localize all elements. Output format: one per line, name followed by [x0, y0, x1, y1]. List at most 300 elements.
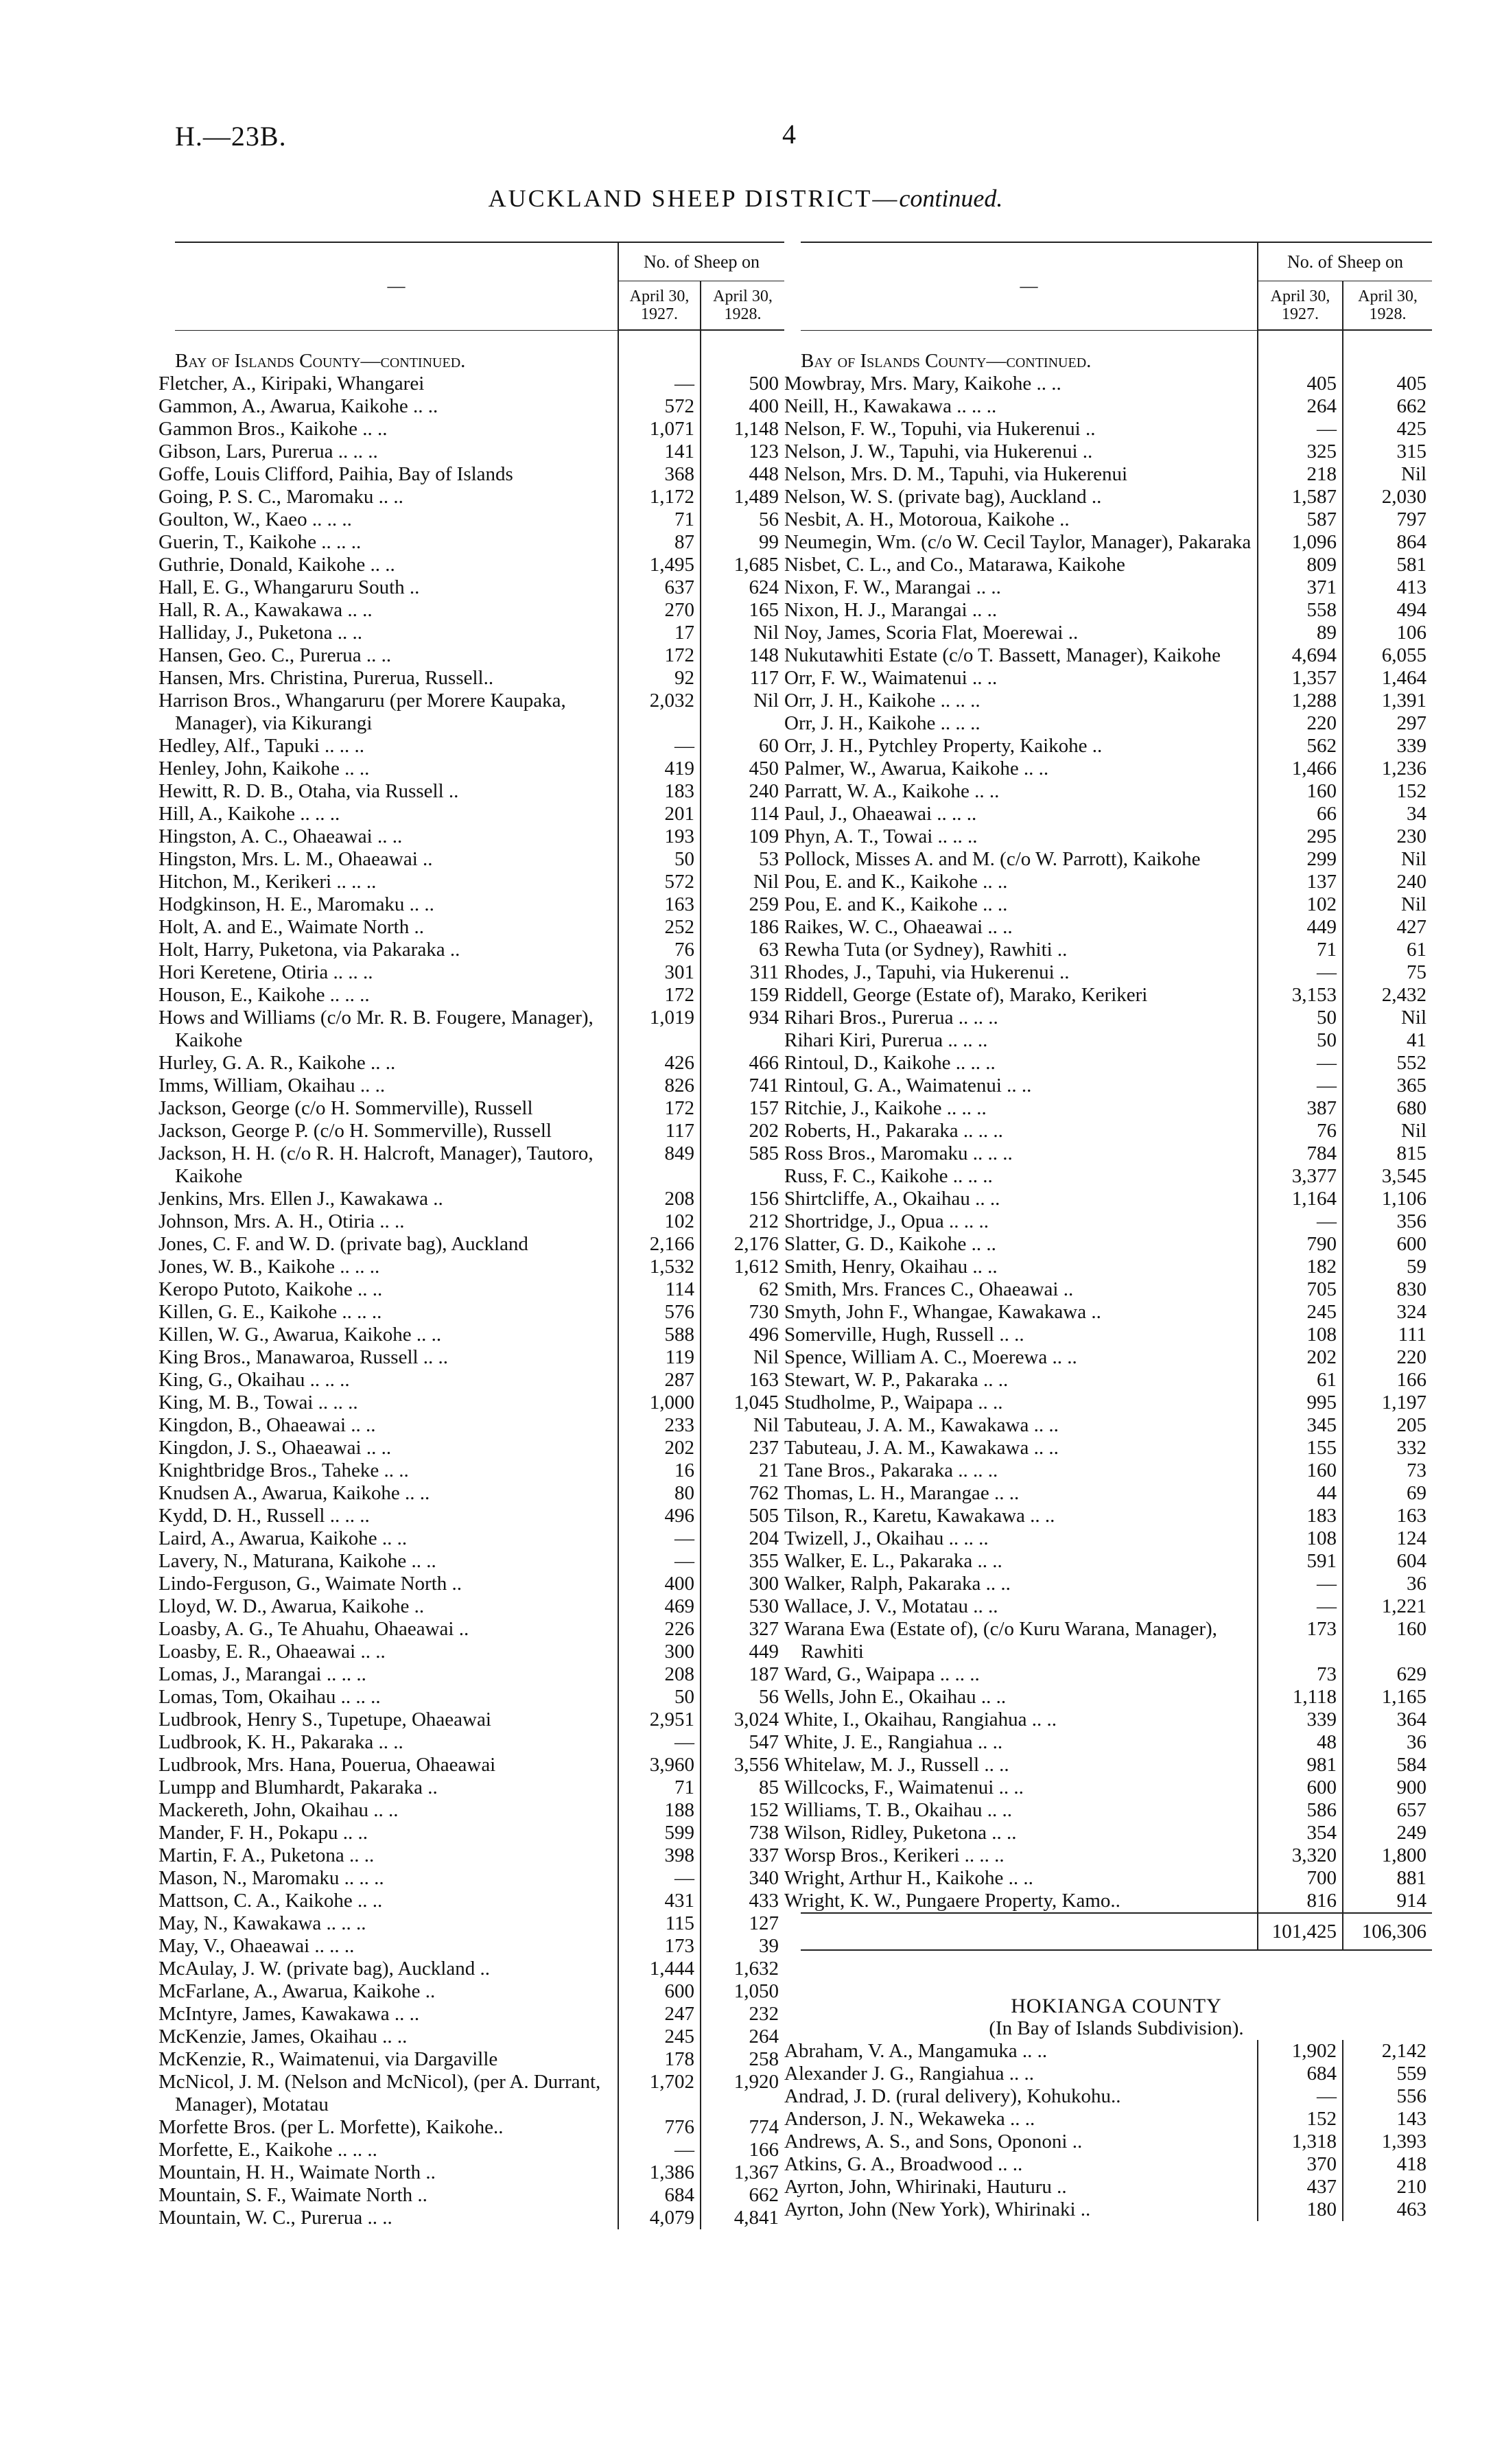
sheep-1927: — [618, 1527, 701, 1550]
sheep-1928: 365 [1343, 1075, 1432, 1097]
sheep-1928: Nil [1343, 463, 1432, 486]
sheep-1927: — [618, 373, 701, 395]
table-row [175, 1663, 784, 1686]
right-column [784, 242, 1432, 2221]
table-row [801, 1618, 1432, 1663]
entry-name: Rewha Tuta (or Sydney), Rawhiti .. [784, 938, 1068, 961]
sheep-1927: 155 [1258, 1437, 1343, 1459]
entry-name: Raikes, W. C., Ohaeawai .. .. [784, 915, 1013, 938]
sheep-1927: 588 [618, 1324, 701, 1346]
sheep-1928: 1,045 [701, 1392, 784, 1414]
table-row [175, 2071, 784, 2116]
sheep-1928: 364 [1343, 1709, 1432, 1731]
table-row [175, 1822, 784, 1844]
table-row [175, 1210, 784, 1233]
sheep-1927: 995 [1258, 1392, 1343, 1414]
sheep-1928: 166 [701, 2139, 784, 2161]
entry-name: Gammon Bros., Kaikohe .. .. [159, 417, 388, 440]
sheep-1927: 50 [618, 848, 701, 871]
sheep-1927: 354 [1258, 1822, 1343, 1844]
sheep-1927: 233 [618, 1414, 701, 1437]
sheep-1928: 604 [1343, 1550, 1432, 1573]
table-row [801, 1256, 1432, 1278]
sheep-1927: 1,096 [1258, 531, 1343, 554]
entry-name: King, M. B., Towai .. .. .. [159, 1391, 358, 1413]
sheep-1927: 1,172 [618, 486, 701, 508]
sheep-1927: 562 [1258, 735, 1343, 758]
table-row [801, 622, 1432, 644]
sheep-1927: 48 [1258, 1731, 1343, 1754]
sheep-1927: 76 [1258, 1120, 1343, 1142]
entry-name: Loasby, E. R., Ohaeawai .. .. [159, 1640, 386, 1663]
entry-name: Lomas, Tom, Okaihau .. .. .. [159, 1685, 381, 1708]
table-row [801, 735, 1432, 758]
table-row [801, 1188, 1432, 1210]
sheep-1928: 21 [701, 1459, 784, 1482]
sheep-1928: 1,489 [701, 486, 784, 508]
sheep-1927: 188 [618, 1799, 701, 1822]
table-row [175, 1459, 784, 1482]
sheep-1927: 71 [618, 1776, 701, 1799]
entry-name: Nesbit, A. H., Motoroua, Kaikohe .. [784, 508, 1070, 530]
entry-name: Ritchie, J., Kaikohe .. .. .. [784, 1096, 987, 1119]
entry-name: Jones, C. F. and W. D. (private bag), Auckland [159, 1232, 528, 1255]
sheep-1928: 3,556 [701, 1754, 784, 1776]
sheep-1928: 1,632 [701, 1958, 784, 1980]
sheep-1927: 1,357 [1258, 667, 1343, 690]
sheep-1927: 2,032 [618, 690, 701, 735]
entry-name: Hewitt, R. D. B., Otaha, via Russell .. [159, 779, 459, 802]
table-row [801, 373, 1432, 395]
sheep-1928: 450 [701, 758, 784, 780]
sheep-1927: 449 [1258, 916, 1343, 939]
entry-name: Orr, J. H., Kaikohe .. .. .. [784, 712, 981, 734]
entry-name: Gibson, Lars, Purerua .. .. .. [159, 440, 378, 462]
sheep-1928: 117 [701, 667, 784, 690]
sheep-1927: 784 [1258, 1142, 1343, 1165]
entry-name: McKenzie, James, Okaihau .. .. [159, 2025, 408, 2048]
sheep-1927: 201 [618, 803, 701, 825]
table-row [801, 2063, 1432, 2085]
sheep-1927: 368 [618, 463, 701, 486]
sheep-1927: 1,902 [1258, 2040, 1343, 2063]
sheep-1927: 50 [1258, 1029, 1343, 1052]
entry-name: Hall, R. A., Kawakawa .. .. [159, 598, 373, 621]
sheep-1927: 1,587 [1258, 486, 1343, 508]
sheep-1928: 1,221 [1343, 1595, 1432, 1618]
page-title [0, 184, 1491, 213]
sheep-1928: 124 [1343, 1527, 1432, 1550]
sheep-1927: — [1258, 1595, 1343, 1618]
sheep-1928: 864 [1343, 531, 1432, 554]
sheep-1927: 172 [618, 1097, 701, 1120]
table-row [801, 1550, 1432, 1573]
sheep-1927: 102 [1258, 893, 1343, 916]
sheep-1928: 186 [701, 916, 784, 939]
entry-name: Worsp Bros., Kerikeri .. .. .. [784, 1844, 1005, 1866]
entry-name: McKenzie, R., Waimatenui, via Dargaville [159, 2048, 498, 2070]
entry-name: Lavery, N., Maturana, Kaikohe .. .. [159, 1549, 436, 1572]
table-row [801, 486, 1432, 508]
sheep-1927: 180 [1258, 2198, 1343, 2221]
sheep-1927: 572 [618, 871, 701, 893]
sheep-1927: 295 [1258, 825, 1343, 848]
entry-name: May, N., Kawakawa .. .. .. [159, 1912, 366, 1934]
sheep-1927: 44 [1258, 1482, 1343, 1505]
table-row [175, 803, 784, 825]
sheep-1928: 73 [1343, 1459, 1432, 1482]
table-row [801, 1822, 1432, 1844]
sheep-1928: 2,142 [1343, 2040, 1432, 2063]
sheep-1927: 163 [618, 893, 701, 916]
sheep-1927: 108 [1258, 1527, 1343, 1550]
entry-name: Henley, John, Kaikohe .. .. [159, 757, 370, 779]
entry-name: Knightbridge Bros., Taheke .. .. [159, 1459, 409, 1481]
sheep-1928: Nil [1343, 1120, 1432, 1142]
sheep-1928: 1,393 [1343, 2131, 1432, 2153]
sheep-1928: 202 [701, 1120, 784, 1142]
sheep-1927: — [618, 2139, 701, 2161]
entry-name: Guerin, T., Kaikohe .. .. .. [159, 530, 362, 553]
sheep-1927: 370 [1258, 2153, 1343, 2176]
entry-name: Wallace, J. V., Motatau .. .. [784, 1595, 998, 1617]
sheep-1928: 1,148 [701, 418, 784, 441]
table-row [175, 2048, 784, 2071]
table-row [175, 825, 784, 848]
sheep-1928: 629 [1343, 1663, 1432, 1686]
sheep-1928: 662 [701, 2184, 784, 2207]
sheep-1928: 159 [701, 984, 784, 1007]
entry-name: Mander, F. H., Pokapu .. .. [159, 1821, 368, 1844]
table-row [175, 1097, 784, 1120]
entry-name: Mowbray, Mrs. Mary, Kaikohe .. .. [784, 372, 1061, 395]
entry-name: McNicol, J. M. (Nelson and McNicol), (per A. Durrant, Manager), Motatau [159, 2070, 601, 2115]
table-row [175, 622, 784, 644]
sheep-1928: 160 [1343, 1618, 1432, 1663]
table-row [801, 825, 1432, 848]
sheep-1928: 657 [1343, 1799, 1432, 1822]
sheep-1928: 585 [701, 1142, 784, 1188]
table-row [175, 1595, 784, 1618]
sheep-1928: 240 [1343, 871, 1432, 893]
table-row [175, 599, 784, 622]
total-1928: 106,306 [1343, 1913, 1432, 1950]
sheep-1928: 148 [701, 644, 784, 667]
entry-name: Ludbrook, Henry S., Tupetupe, Ohaeawai [159, 1708, 491, 1730]
sheep-1928: 449 [701, 1641, 784, 1663]
entry-name: McFarlane, A., Awarua, Kaikohe .. [159, 1980, 436, 2002]
entry-name: Orr, J. H., Kaikohe .. .. .. [784, 689, 981, 712]
table-row [801, 531, 1432, 554]
sheep-1927: 3,377 [1258, 1165, 1343, 1188]
entry-name: Smyth, John F., Whangae, Kawakawa .. [784, 1300, 1101, 1323]
entry-name: Studholme, P., Waipapa .. .. [784, 1391, 1003, 1413]
table-row [175, 1527, 784, 1550]
entry-name: Jackson, H. H. (c/o R. H. Halcroft, Manager), Tautoro, Kaikohe [159, 1142, 594, 1187]
table-row [175, 939, 784, 961]
col-1928-header: April 30, 1928. [1343, 281, 1432, 331]
sheep-1928: 581 [1343, 554, 1432, 576]
sheep-1927: — [1258, 1210, 1343, 1233]
entry-name: Palmer, W., Awarua, Kaikohe .. .. [784, 757, 1049, 779]
entry-name: Roberts, H., Pakaraka .. .. .. [784, 1119, 1003, 1142]
table-row [801, 1324, 1432, 1346]
table-row [801, 2131, 1432, 2153]
sheep-group-header: No. of Sheep on [1258, 242, 1432, 281]
table-row [801, 554, 1432, 576]
entry-name: Rintoul, D., Kaikohe .. .. .. [784, 1051, 996, 1074]
sheep-1927: — [618, 1867, 701, 1890]
sheep-1928: 762 [701, 1482, 784, 1505]
table-row [801, 1369, 1432, 1392]
table-row [175, 1346, 784, 1369]
sheep-1928: 123 [701, 441, 784, 463]
sheep-1927: 152 [1258, 2108, 1343, 2131]
table-row [801, 803, 1432, 825]
sheep-1928: 220 [1343, 1346, 1432, 1369]
sheep-1927: 684 [618, 2184, 701, 2207]
sheep-1928: 111 [1343, 1324, 1432, 1346]
table-row [801, 1527, 1432, 1550]
table-row [801, 2108, 1432, 2131]
sheep-1927: 92 [618, 667, 701, 690]
sheep-1927: — [1258, 1573, 1343, 1595]
table-row [175, 1369, 784, 1392]
table-row [175, 1482, 784, 1505]
sheep-1927: 172 [618, 984, 701, 1007]
sheep-1928: 85 [701, 1776, 784, 1799]
sheep-1927: 299 [1258, 848, 1343, 871]
sheep-1927: 345 [1258, 1414, 1343, 1437]
sheep-1927: 1,288 [1258, 690, 1343, 712]
entry-name: Morfette Bros. (per L. Morfette), Kaikohe.. [159, 2115, 504, 2138]
table-row [175, 395, 784, 418]
table-row [175, 871, 784, 893]
entry-name: Hitchon, M., Kerikeri .. .. .. [159, 870, 377, 893]
sheep-1927: 173 [618, 1935, 701, 1958]
table-row [801, 1165, 1432, 1188]
sheep-1927: 572 [618, 395, 701, 418]
col-1927-header: April 30, 1927. [1258, 281, 1343, 331]
sheep-1927: 2,166 [618, 1233, 701, 1256]
table-row [175, 2026, 784, 2048]
sheep-1927: 102 [618, 1210, 701, 1233]
sheep-1928: 881 [1343, 1867, 1432, 1890]
entry-name: Whitelaw, M. J., Russell .. .. [784, 1753, 1009, 1776]
sheep-1928: 163 [701, 1369, 784, 1392]
table-row [801, 463, 1432, 486]
sheep-1928: 332 [1343, 1437, 1432, 1459]
entry-name: Orr, J. H., Pytchley Property, Kaikohe .. [784, 734, 1103, 757]
table-row [175, 1731, 784, 1754]
sheep-1928: 559 [1343, 2063, 1432, 2085]
sheep-1928: 163 [1343, 1505, 1432, 1527]
entry-name: King, G., Okaihau .. .. .. [159, 1368, 350, 1391]
entry-name: Knudsen A., Awarua, Kaikohe .. .. [159, 1481, 430, 1504]
table-row [801, 1709, 1432, 1731]
sheep-1928: 662 [1343, 395, 1432, 418]
entry-name: White, I., Okaihau, Rangiahua .. .. [784, 1708, 1057, 1730]
sheep-1928: 2,432 [1343, 984, 1432, 1007]
sheep-1927: 4,694 [1258, 644, 1343, 667]
table-row [175, 1776, 784, 1799]
entry-name: Thomas, L. H., Marangae .. .. [784, 1481, 1020, 1504]
section-heading: Bay of Islands County—continued. [175, 349, 466, 372]
entry-name: Shortridge, J., Opua .. .. .. [784, 1210, 989, 1232]
sheep-1927: 160 [1258, 1459, 1343, 1482]
table-row [175, 1007, 784, 1052]
sheep-1928: 75 [1343, 961, 1432, 984]
sheep-1928: 165 [701, 599, 784, 622]
table-row [175, 848, 784, 871]
sheep-1928: 259 [701, 893, 784, 916]
table-row [801, 599, 1432, 622]
sheep-1928: 240 [701, 780, 784, 803]
sheep-1927: 1,495 [618, 554, 701, 576]
entry-name: Holt, A. and E., Waimate North .. [159, 915, 424, 938]
sheep-1927: 705 [1258, 1278, 1343, 1301]
table-row [801, 1844, 1432, 1867]
table-row [801, 984, 1432, 1007]
sheep-1928: 6,055 [1343, 644, 1432, 667]
sheep-1928: 1,800 [1343, 1844, 1432, 1867]
entry-name: Slatter, G. D., Kaikohe .. .. [784, 1232, 996, 1255]
sheep-1927: 431 [618, 1890, 701, 1912]
entry-name: Pou, E. and K., Kaikohe .. .. [784, 870, 1008, 893]
entry-name: Rintoul, G. A., Waimatenui .. .. [784, 1074, 1032, 1096]
sheep-1927: 252 [618, 916, 701, 939]
table-row [801, 1278, 1432, 1301]
entry-name: Williams, T. B., Okaihau .. .. [784, 1798, 1013, 1821]
entry-name: Orr, F. W., Waimatenui .. .. [784, 666, 998, 689]
sheep-1927: 183 [618, 780, 701, 803]
table-row [801, 1029, 1432, 1052]
table-row [801, 690, 1432, 712]
table-row [801, 1890, 1432, 1913]
table-row [175, 463, 784, 486]
sheep-1927: 114 [618, 1278, 701, 1301]
section-heading: Bay of Islands County—continued. [801, 349, 1092, 372]
table-row [175, 1142, 784, 1188]
entry-name: Atkins, G. A., Broadwood .. .. [784, 2152, 1023, 2175]
entry-name: Goulton, W., Kaeo .. .. .. [159, 508, 352, 530]
entry-name: Tabuteau, J. A. M., Kawakawa .. .. [784, 1413, 1059, 1436]
entry-name: Hori Keretene, Otiria .. .. .. [159, 961, 373, 983]
sheep-1927: — [618, 735, 701, 758]
sheep-1927: 160 [1258, 780, 1343, 803]
entry-name: McIntyre, James, Kawakawa .. .. [159, 2002, 420, 2025]
entry-name: Lomas, J., Marangai .. .. .. [159, 1663, 366, 1685]
entry-name: Noy, James, Scoria Flat, Moerewai .. [784, 621, 1079, 644]
table-row [175, 1573, 784, 1595]
entry-name: Goffe, Louis Clifford, Paihia, Bay of Islands [159, 462, 513, 485]
entry-name: Hedley, Alf., Tapuki .. .. .. [159, 734, 365, 757]
entry-name: Somerville, Hugh, Russell .. .. [784, 1323, 1024, 1346]
sheep-1928: 2,176 [701, 1233, 784, 1256]
sheep-1927: 816 [1258, 1890, 1343, 1913]
table-row [175, 1844, 784, 1867]
total-1927: 101,425 [1258, 1913, 1343, 1950]
sheep-1928: 152 [1343, 780, 1432, 803]
table-row [801, 848, 1432, 871]
sheep-1928: 3,545 [1343, 1165, 1432, 1188]
sheep-1928: 1,197 [1343, 1392, 1432, 1414]
entry-name: Alexander J. G., Rangiahua .. .. [784, 2062, 1035, 2085]
table-row [175, 1641, 784, 1663]
sheep-1927: 301 [618, 961, 701, 984]
sheep-1927: 398 [618, 1844, 701, 1867]
table-row [175, 531, 784, 554]
sheep-1928: 448 [701, 463, 784, 486]
table-row [801, 712, 1432, 735]
sheep-1927: 637 [618, 576, 701, 599]
entry-name: Tabuteau, J. A. M., Kawakawa .. .. [784, 1436, 1059, 1459]
table-row [175, 1188, 784, 1210]
title-text: AUCKLAND SHEEP DISTRICT— [488, 185, 900, 212]
entry-name: Ross Bros., Maromaku .. .. .. [784, 1142, 1013, 1164]
table-row [801, 939, 1432, 961]
entry-name: Ludbrook, K. H., Pakaraka .. .. [159, 1730, 403, 1753]
sheep-1928: Nil [701, 871, 784, 893]
sheep-1927: 3,153 [1258, 984, 1343, 1007]
right-sheep-table [784, 242, 1432, 2221]
entry-name: Nelson, J. W., Tapuhi, via Hukerenui .. [784, 440, 1093, 462]
entry-name: Nelson, F. W., Topuhi, via Hukerenui .. [784, 417, 1096, 440]
table-row [801, 1595, 1432, 1618]
table-row [175, 1120, 784, 1142]
sheep-1928: 2,030 [1343, 486, 1432, 508]
entry-name: Wright, Arthur H., Kaikohe .. .. [784, 1866, 1033, 1889]
table-row [175, 441, 784, 463]
entry-name: Walker, Ralph, Pakaraka .. .. [784, 1572, 1011, 1595]
sheep-1928: 61 [1343, 939, 1432, 961]
sheep-1928: 204 [701, 1527, 784, 1550]
sheep-1928: 337 [701, 1844, 784, 1867]
table-row [801, 2176, 1432, 2198]
table-row [801, 1437, 1432, 1459]
sheep-1928: 1,612 [701, 1256, 784, 1278]
sheep-1927: 586 [1258, 1799, 1343, 1822]
sheep-1927: 387 [1258, 1097, 1343, 1120]
sheep-1927: 245 [1258, 1301, 1343, 1324]
entry-name: Hingston, Mrs. L. M., Ohaeawai .. [159, 847, 433, 870]
sheep-1927: 790 [1258, 1233, 1343, 1256]
sheep-1927: — [618, 1550, 701, 1573]
entry-name: Hurley, G. A. R., Kaikohe .. .. [159, 1051, 396, 1074]
col-1927-header: April 30, 1927. [618, 281, 701, 331]
table-row [175, 1256, 784, 1278]
table-row [801, 1233, 1432, 1256]
sheep-1927: 849 [618, 1142, 701, 1188]
table-row [175, 780, 784, 803]
table-row [175, 1052, 784, 1075]
sheep-1927: 400 [618, 1573, 701, 1595]
sheep-1927: 2,951 [618, 1709, 701, 1731]
sheep-1928: 106 [1343, 622, 1432, 644]
table-row [175, 1324, 784, 1346]
sheep-1928: 584 [1343, 1754, 1432, 1776]
entry-name: White, J. E., Rangiahua .. .. [784, 1730, 1003, 1753]
entry-name: Anderson, J. N., Wekaweka .. .. [784, 2107, 1035, 2130]
sheep-1927: 17 [618, 622, 701, 644]
table-row [801, 2153, 1432, 2176]
table-row [801, 2085, 1432, 2108]
entry-name: Keropo Putoto, Kaikohe .. .. [159, 1278, 383, 1300]
table-row [175, 1233, 784, 1256]
sheep-1928: 425 [1343, 418, 1432, 441]
entry-name: Lumpp and Blumhardt, Pakaraka .. [159, 1776, 438, 1798]
entry-name: Willcocks, F., Waimatenui .. .. [784, 1776, 1024, 1798]
